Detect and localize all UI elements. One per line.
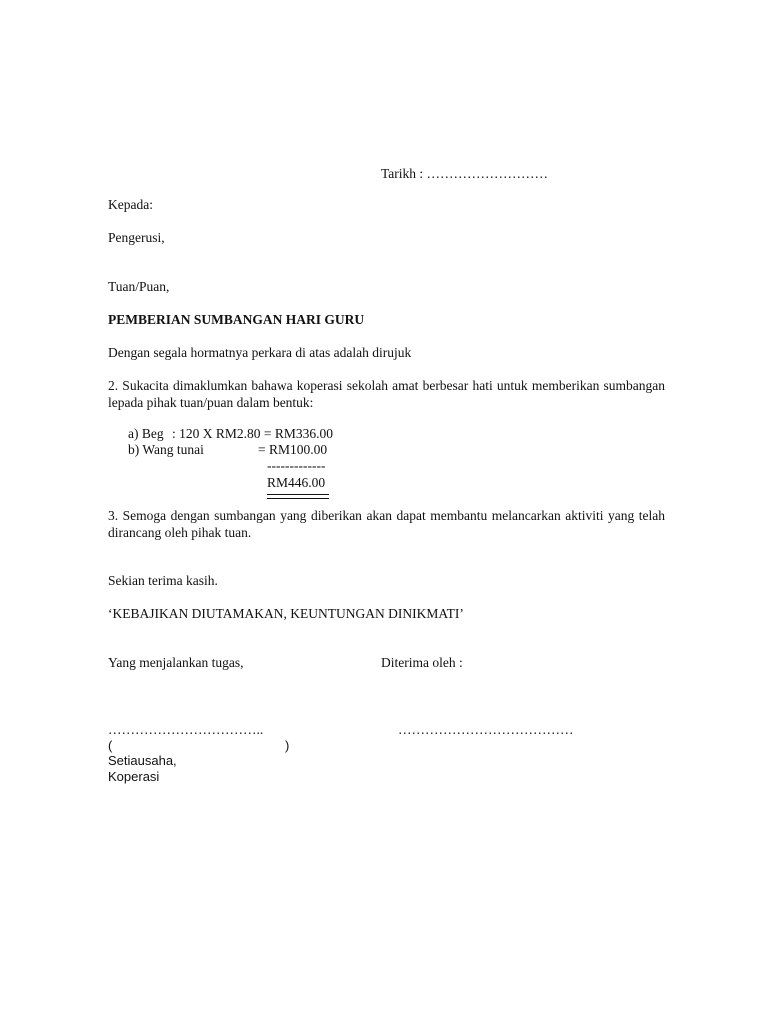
- total-amount: RM446.00: [267, 475, 326, 490]
- receiver-signature-line: …………………………………: [398, 722, 574, 737]
- sender-signature-line: ……………………………..: [108, 722, 264, 737]
- motto: ‘KEBAJIKAN DIUTAMAKAN, KEUNTUNGAN DINIKMATI’: [108, 606, 464, 621]
- sender-organization: Koperasi: [108, 769, 160, 784]
- item-b-calculation: = RM100.00: [258, 442, 328, 457]
- closing-line: Sekian terima kasih.: [108, 573, 218, 588]
- total-double-underline: [267, 494, 329, 499]
- item-b-label: b) Wang tunai: [128, 442, 204, 457]
- receiver-label: Diterima oleh :: [381, 655, 463, 670]
- recipient-title: Pengerusi,: [108, 230, 165, 245]
- letter-subject: PEMBERIAN SUMBANGAN HARI GURU: [108, 312, 365, 327]
- name-paren-close: ): [285, 738, 290, 753]
- intro-paragraph: Dengan segala hormatnya perkara di atas adalah dirujuk: [108, 345, 412, 360]
- paragraph-2: 2. Sukacita dimaklumkan bahawa koperasi sekolah amat berbesar hati untuk memberikan sumbangan lepada pihak tuan/puan dalam bentuk:: [108, 378, 665, 410]
- sender-role: Setiausaha,: [108, 753, 177, 768]
- item-a-label: a) Beg: [128, 426, 164, 441]
- recipient-label: Kepada:: [108, 197, 153, 212]
- name-paren-open: (: [108, 738, 113, 753]
- salutation: Tuan/Puan,: [108, 279, 170, 294]
- sender-label: Yang menjalankan tugas,: [108, 655, 244, 670]
- paragraph-3: 3. Semoga dengan sumbangan yang diberikan akan dapat membantu melancarkan aktiviti yang telah dirancang oleh pihak tuan.: [108, 508, 665, 540]
- date-line: Tarikh : ………………………: [381, 166, 549, 181]
- sum-separator: -------------: [267, 458, 326, 473]
- item-a-calculation: : 120 X RM2.80 = RM336.00: [172, 426, 334, 441]
